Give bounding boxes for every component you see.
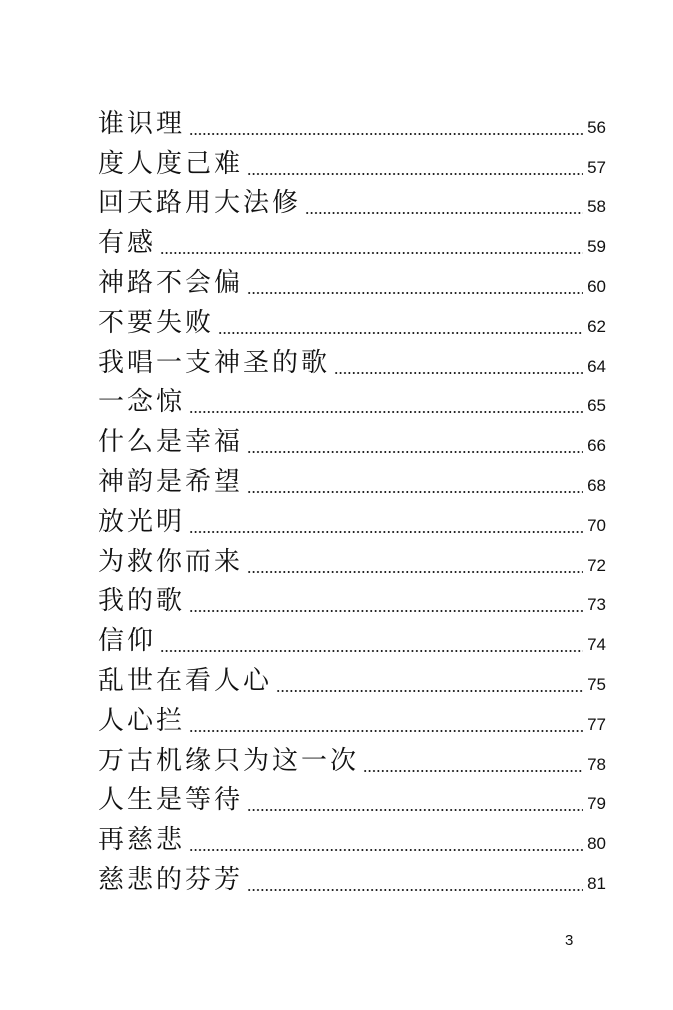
toc-entry[interactable] (98, 617, 606, 657)
toc-entry-title: 不要失败 (98, 307, 215, 338)
dot-leader (247, 173, 583, 175)
toc-entry-page: 73 (587, 595, 606, 615)
toc-entry-title: 放光明 (98, 506, 186, 537)
toc-entry[interactable] (98, 777, 606, 817)
dot-leader (247, 491, 583, 493)
toc-entry[interactable] (98, 816, 606, 856)
dot-leader (276, 690, 583, 692)
toc-entry-title: 人生是等待 (98, 785, 244, 816)
toc-entry-title: 为救你而来 (98, 546, 244, 577)
toc-entry-title: 神路不会偏 (98, 267, 244, 298)
toc-entry-page: 56 (587, 117, 606, 137)
toc-entry[interactable] (98, 657, 606, 697)
toc-entry-title: 万古机缘只为这一次 (98, 745, 360, 776)
toc-entry-page: 64 (587, 356, 606, 376)
toc-entry[interactable] (98, 538, 606, 578)
toc-entry-title: 度人度己难 (98, 148, 244, 179)
dot-leader (363, 770, 583, 772)
toc-entry-title: 回天路用大法修 (98, 188, 302, 219)
toc-entry-page: 68 (587, 475, 606, 495)
toc-entry[interactable] (98, 856, 606, 896)
dot-leader (305, 212, 583, 214)
toc-entry-page: 58 (587, 197, 606, 217)
toc-entry-title: 乱世在看人心 (98, 665, 273, 696)
toc-entry-page: 72 (587, 555, 606, 575)
toc-entry-title: 再慈悲 (98, 825, 186, 856)
toc-entry[interactable] (98, 259, 606, 299)
toc-entry-title: 我唱一支神圣的歌 (98, 347, 331, 378)
toc-entry-title: 有感 (98, 228, 157, 259)
toc-entry-title: 什么是幸福 (98, 427, 244, 458)
toc-entry-page: 60 (587, 276, 606, 296)
toc-entry-title: 慈悲的芬芳 (98, 864, 244, 895)
dot-leader (247, 451, 583, 453)
dot-leader (247, 889, 583, 891)
toc-entry-page: 62 (587, 316, 606, 336)
dot-leader (247, 809, 583, 811)
toc-entry[interactable] (98, 578, 606, 618)
toc-entry-page: 70 (587, 515, 606, 535)
toc-entry[interactable] (98, 458, 606, 498)
page-number: 3 (565, 932, 574, 949)
dot-leader (189, 531, 583, 533)
toc-entry-page: 79 (587, 794, 606, 814)
table-of-contents (98, 100, 606, 896)
toc-entry[interactable] (98, 140, 606, 180)
dot-leader (247, 571, 583, 573)
toc-entry-title: 谁识理 (98, 108, 186, 139)
toc-entry[interactable] (98, 180, 606, 220)
toc-entry-title: 人心拦 (98, 705, 186, 736)
dot-leader (189, 849, 583, 851)
toc-entry-page: 77 (587, 714, 606, 734)
toc-entry-page: 65 (587, 396, 606, 416)
dot-leader (189, 610, 583, 612)
toc-entry[interactable] (98, 339, 606, 379)
toc-entry-page: 66 (587, 436, 606, 456)
toc-entry[interactable] (98, 697, 606, 737)
dot-leader (189, 411, 583, 413)
dot-leader (160, 252, 583, 254)
dot-leader (334, 372, 583, 374)
toc-entry-page: 78 (587, 754, 606, 774)
dot-leader (189, 730, 583, 732)
dot-leader (218, 332, 583, 334)
toc-entry[interactable] (98, 100, 606, 140)
dot-leader (247, 292, 583, 294)
toc-entry[interactable] (98, 498, 606, 538)
toc-entry-page: 80 (587, 834, 606, 854)
toc-entry-page: 74 (587, 635, 606, 655)
toc-entry-title: 一念惊 (98, 387, 186, 418)
toc-entry-page: 75 (587, 674, 606, 694)
toc-entry-page: 81 (587, 873, 606, 893)
dot-leader (189, 133, 583, 135)
toc-entry[interactable] (98, 737, 606, 777)
toc-entry-page: 57 (587, 157, 606, 177)
toc-entry-page: 59 (587, 237, 606, 257)
toc-entry[interactable] (98, 379, 606, 419)
toc-entry-title: 神韵是希望 (98, 466, 244, 497)
dot-leader (160, 650, 583, 652)
toc-entry[interactable] (98, 418, 606, 458)
toc-entry-title: 我的歌 (98, 586, 186, 617)
toc-entry-title: 信仰 (98, 626, 157, 657)
toc-entry[interactable] (98, 219, 606, 259)
toc-entry[interactable] (98, 299, 606, 339)
